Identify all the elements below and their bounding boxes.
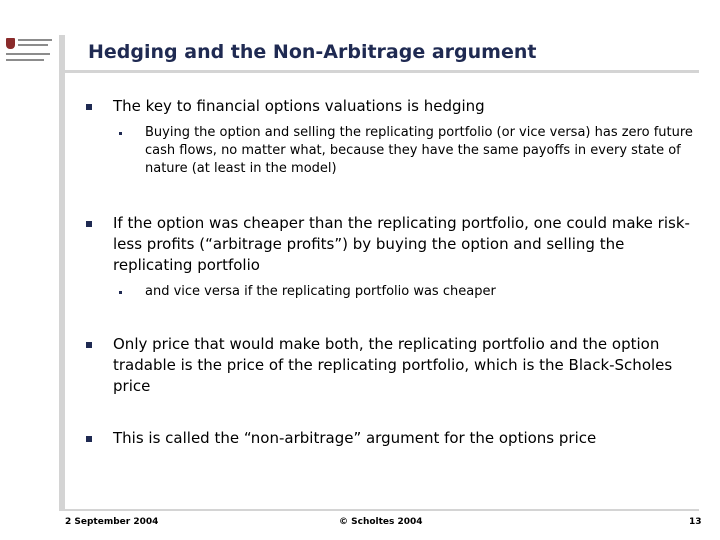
logo-text-line	[18, 44, 48, 46]
sub-bullet-marker	[119, 132, 122, 135]
bullet-text: This is called the “non-arbitrage” argument for the options price	[113, 429, 597, 447]
footer-divider	[59, 509, 699, 511]
sub-bullet-text: Buying the option and selling the replicating portfolio (or vice versa) has zero future cash flows, no matter what, because they have the same payoffs in every state of nature (at least in the model)	[145, 125, 693, 176]
footer-copyright: © Scholtes 2004	[339, 517, 423, 527]
bullet-marker	[86, 436, 92, 442]
logo-text-line	[6, 53, 50, 55]
bullet-text: Only price that would make both, the replicating portfolio and the option tradable is the price of the replicating portfolio, which is the Black-Scholes price	[113, 335, 673, 395]
sub-bullet-text: and vice versa if the replicating portfolio was cheaper	[145, 284, 496, 299]
university-crest-icon	[6, 38, 15, 49]
logo-text-line	[18, 39, 52, 41]
bullet-marker	[86, 221, 92, 227]
header-divider	[59, 70, 699, 73]
bullet-marker	[86, 104, 92, 110]
footer-date: 2 September 2004	[65, 517, 159, 527]
left-divider	[59, 35, 65, 511]
university-logo	[6, 38, 54, 64]
bullet-text: The key to financial options valuations is hedging	[113, 97, 485, 115]
bullet-text: If the option was cheaper than the replicating portfolio, one could make risk-less profits (“arbitrage profits”) by buying the option and selling the replicating portfolio	[113, 214, 690, 274]
sub-bullet-marker	[119, 291, 122, 294]
page-number: 13	[689, 517, 702, 527]
bullet-marker	[86, 342, 92, 348]
logo-text-line	[6, 59, 44, 61]
slide-title: Hedging and the Non-Arbitrage argument	[88, 41, 537, 63]
